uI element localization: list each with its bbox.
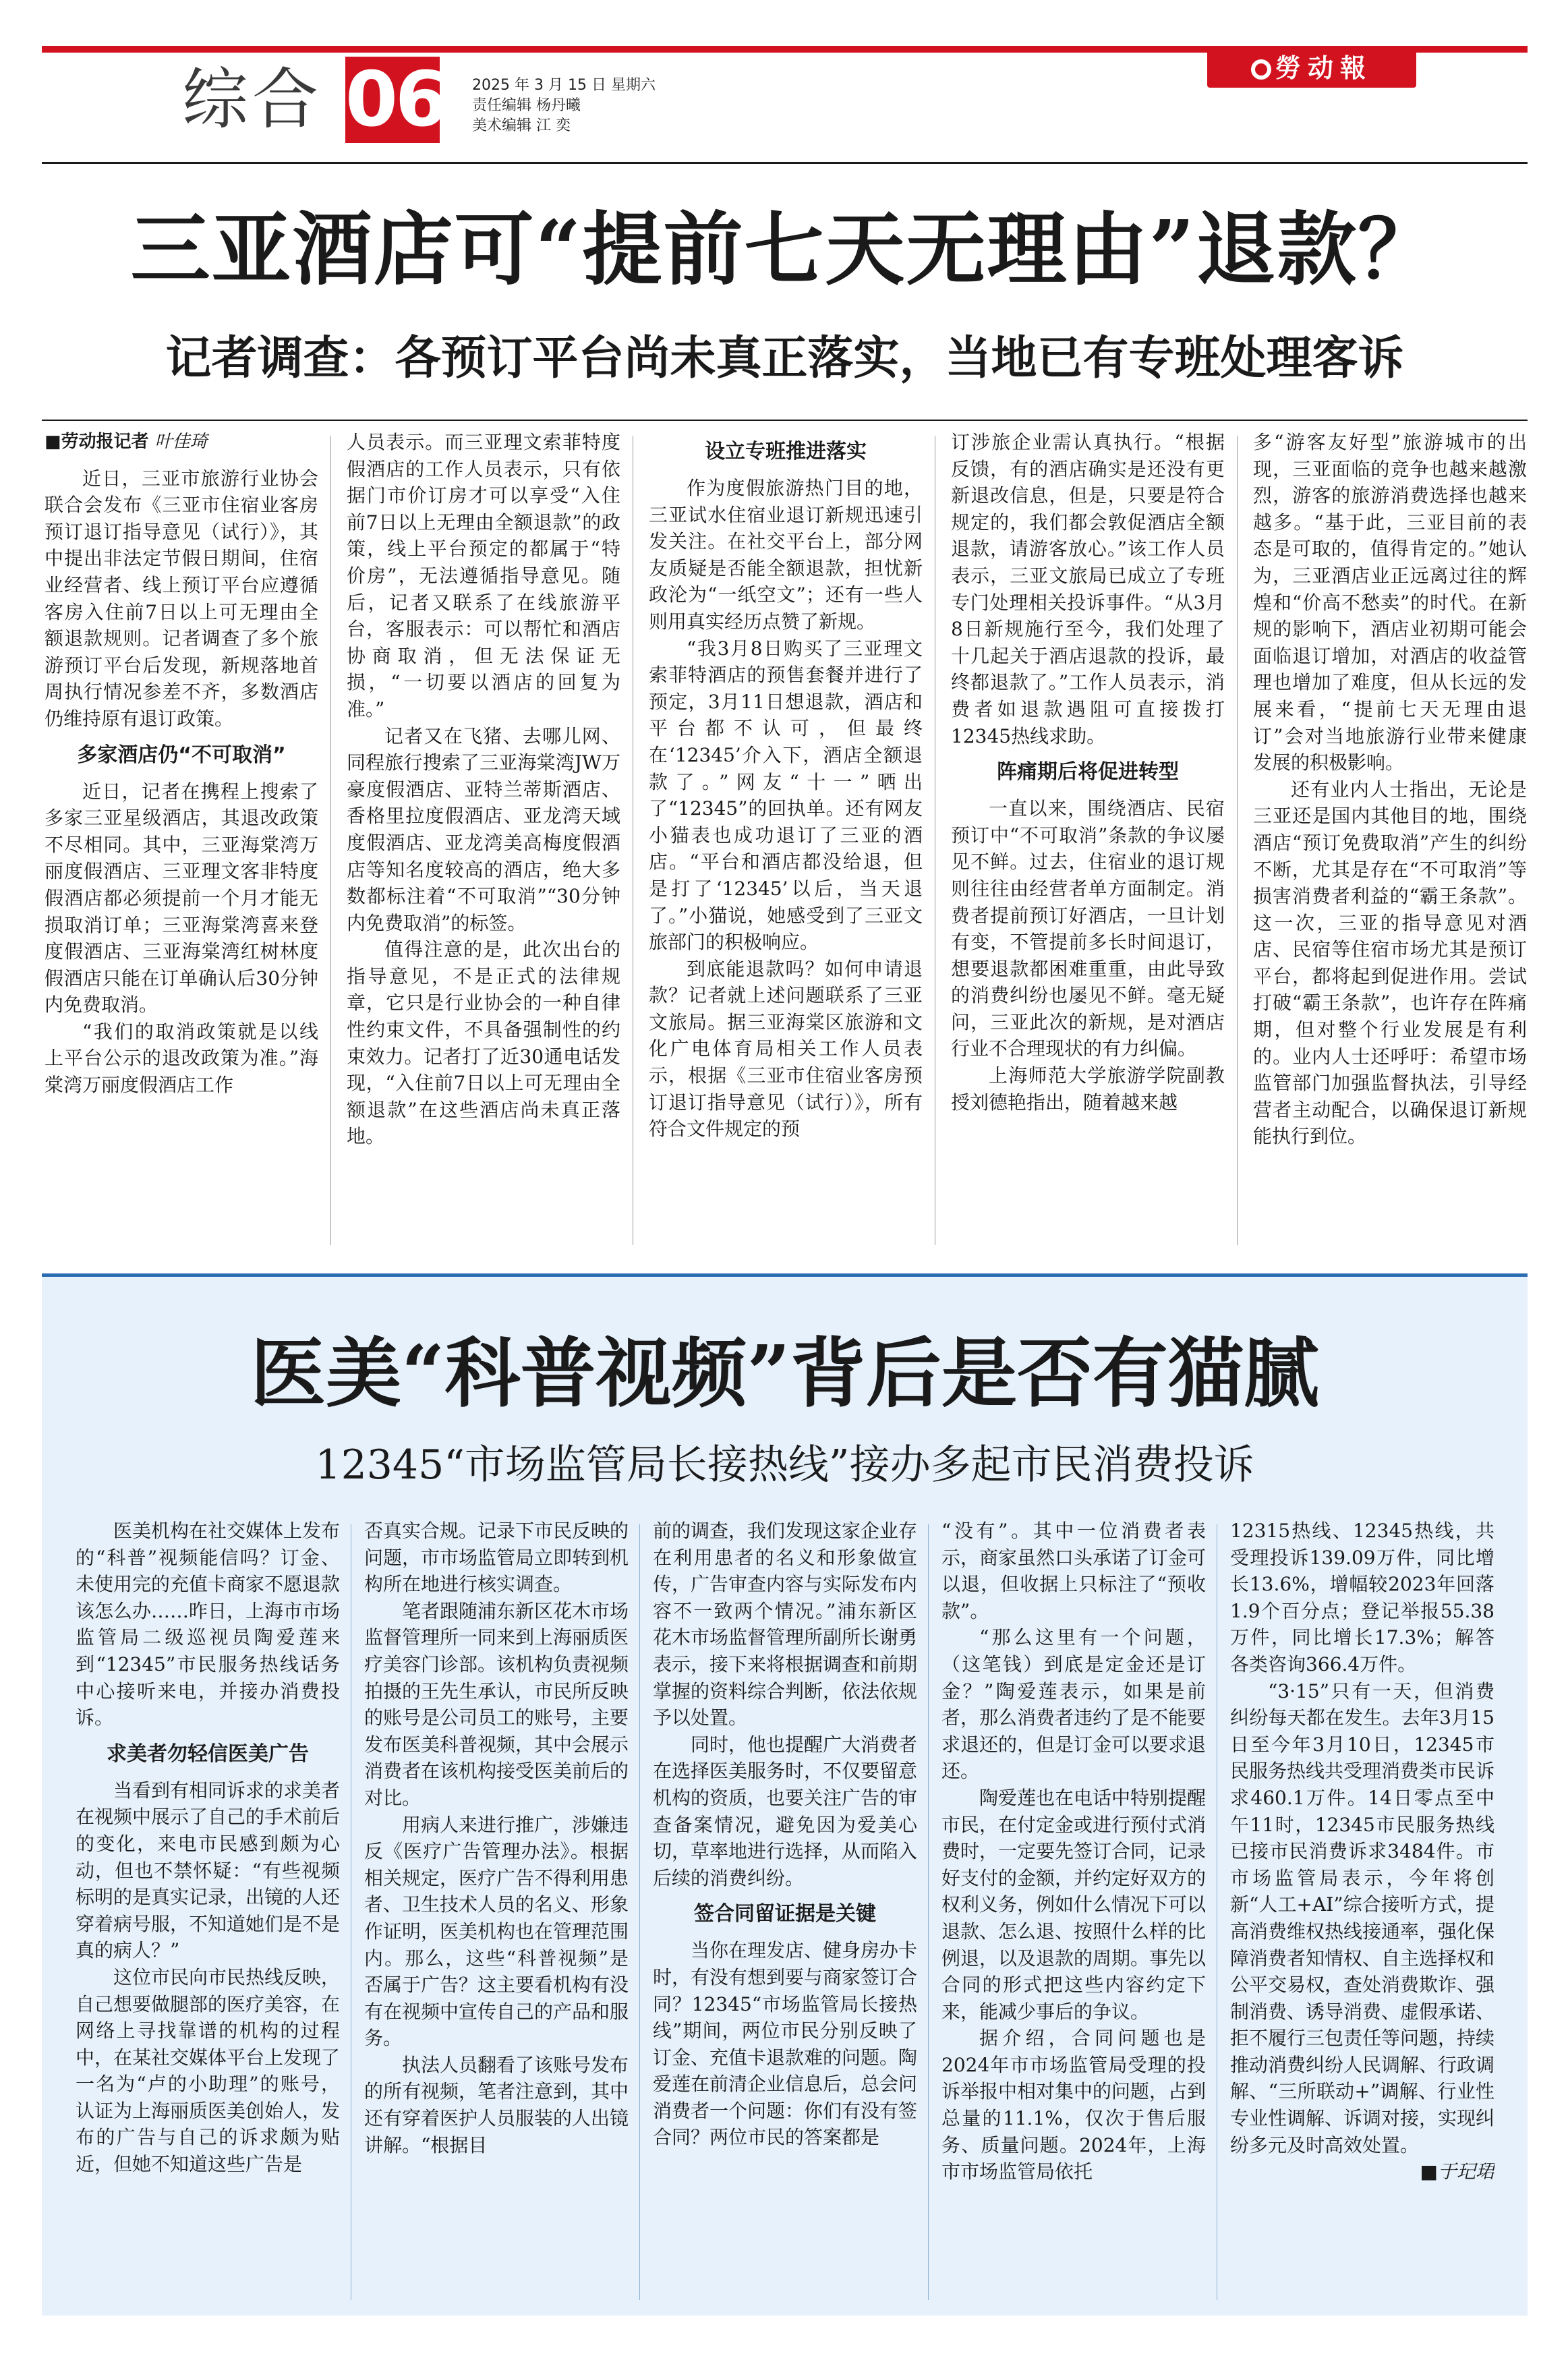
paragraph: 12315热线、12345热线，共受理投诉139.09万件，同比增长13.6%，增幅较2023年回落1.9个百分点；登记举报55.38万件，同比增长17.3%；解答各类咨询366.4万件。 [1230,1520,1494,1675]
article2-box-top-rule [42,1273,1528,1277]
paragraph: 人员表示。而三亚理文索菲特度假酒店的工作人员表示，只有依据门市价订房才可以享受“入住前7日以上无理由全额退款”的政策，线上平台预定的都属于“特价房”，无法遵循指导意见。随后，记者又联系了在线旅游平台，客服表示：可以帮忙和酒店协商取消，但无法保证无损，“一切要以酒店的回复为准。” [347,431,620,720]
paragraph: 订涉旅企业需认真执行。“根据反馈，有的酒店确实是还没有更新退改信息，但是，只要是符合规定的，我们都会敦促酒店全额退款，请游客放心。”该工作人员表示，三亚文旅局已成立了专班专门处理相关投诉事件。“从3月8日新规施行至今，我们处理了十几起关于酒店退款的投诉，最终都退款了。”工作人员表示，消费者如退款遇阻可直接拨打12345热线求助。 [951,431,1225,747]
column-divider [928,1524,929,2300]
paragraph: “没有”。其中一位消费者表示，商家虽然口头承诺了订金可以退，但收据上只标注了“预收款”。 [941,1520,1206,1622]
paragraph: 值得注意的是，此次出台的指导意见，不是正式的法律规章，它只是行业协会的一种自律性约束文件，不具备强制性的约束效力。记者打了近30通电话发现，“入住前7日以上可无理由全额退款”在这些酒店尚未真正落地。 [347,938,620,1148]
paragraph: 上海师范大学旅游学院副教授刘德艳指出，随着越来越 [951,1064,1225,1114]
byline-name: 叶佳琦 [154,432,208,452]
column-divider [1237,436,1238,1245]
article1-column-1 [45,429,318,1255]
subhead: 设立专班推进落实 [705,440,867,463]
article1-headline: 三亚酒店可“提前七天无理由”退款？ [130,202,1439,296]
article1-column-2 [347,429,620,1255]
paragraph: 执法人员翻看了该账号发布的所有视频，笔者注意到，其中还有穿着医护人员服装的人出镜讲解。“根据目 [364,2053,629,2156]
article2-headline: 医美“科普视频”背后是否有猫腻 [250,1329,1319,1418]
subhead: 阵痛期后将促进转型 [997,760,1179,784]
paper-name: 勞动報 [1275,53,1372,83]
paragraph: 据介绍，合同问题也是2024年市市场监管局受理的投诉举报中相对集中的问题，占到总量的11.1%，仅次于售后服务、质量问题。2024年，上海市市场监管局依托 [941,2027,1206,2183]
paragraph: 陶爱莲也在电话中特别提醒市民，在付定金或进行预付式消费时，一定要先签订合同，记录好支付的金额，并约定好双方的权利义务，例如什么情况下可以退款、怎么退、按照什么样的比例退，以及退款的周期。事先以合同的形式把这些内容约定下来，能减少事后的争议。 [941,1786,1206,2023]
article2-column-5 [1230,1518,1494,2311]
article1-subheadline: 记者调查：各预订平台尚未真正落实，当地已有专班处理客诉 [165,331,1404,385]
article2-column-2 [364,1518,629,2311]
paragraph: 近日，记者在携程上搜索了多家三亚星级酒店，其退改政策不尽相同。其中，三亚海棠湾万丽度假酒店、三亚理文客非特度假酒店都必须提前一个月才能无损取消订单；三亚海棠湾喜来登度假酒店、三亚海棠湾红树林度假酒店只能在订单确认后30分钟内免费取消。 [45,780,318,1016]
paragraph: 这位市民向市民热线反映，自己想要做腿部的医疗美容，在网络上寻找靠谱的机构的过程中，在某社交媒体平台上发现了一名为“卢的小助理”的账号，认证为上海丽质医美创始人，发布的广告与自己的诉求颇为贴近，但她不知道这些广告是 [76,1965,340,2176]
logo-icon [1251,59,1271,80]
article1-rule [42,420,1528,421]
paragraph: 否真实合规。记录下市民反映的问题，市市场监管局立即转到机构所在地进行核实调查。 [364,1520,629,1596]
paragraph: 记者又在飞猪、去哪儿网、同程旅行搜索了三亚海棠湾JW万豪度假酒店、亚特兰蒂斯酒店、香格里拉度假酒店、亚龙湾天域度假酒店、亚龙湾美高梅度假酒店等知名度较高的酒店，绝大多数都标注着“不可取消”“30分钟内免费取消”的标签。 [347,724,620,934]
paper-logo [1207,49,1416,88]
issue-date: 2025 年 3 月 15 日 星期六 [472,77,656,94]
subhead: 多家酒店仍“不可取消” [77,743,286,767]
paragraph: 用病人来进行推广，涉嫌违反《医疗广告管理办法》。根据相关规定，医疗广告不得利用患者、卫生技术人员的名义、形象作证明，医美机构也在管理范围内。那么，这些“科普视频”是否属于广告？这主要看机构有没有在视频中宣传自己的产品和服务。 [364,1813,629,2050]
paragraph: 还有业内人士指出，无论是三亚还是国内其他目的地，围绕酒店“预订免费取消”产生的纠纷不断，尤其是存在“不可取消”等损害消费者利益的“霸王条款”。这一次，三亚的指导意见对酒店、民宿等住宿市场尤其是预订平台，都将起到促进作用。尝试打破“霸王条款”，也许存在阵痛期，但对整个行业发展是有利的。业内人士还呼吁：希望市场监管部门加强监督执法，引导经营者主动配合，以确保退订新规能执行到位。 [1253,778,1527,1148]
paragraph: 当你在理发店、健身房办卡时，有没有想到要与商家签订合同？12345“市场监管局长接热线”期间，两位市民分别反映了订金、充值卡退款难的问题。陶爱莲在前清企业信息后，总会问消费者一个问题：你们有没有签合同？两位市民的答案都是 [653,1939,917,2149]
paragraph: 近日，三亚市旅游行业协会联合会发布《三亚市住宿业客房预订退订指导意见（试行）》，其中提出非法定节假日期间，住宿业经营者、线上预订平台应遵循客房入住前7日以上可无理由全额退款规则。记者调查了多个旅游预订平台后发现，新规落地首周执行情况参差不齐，多数酒店仍维持原有退订政策。 [45,467,318,730]
column-divider [639,1524,640,2300]
article2-column-4 [941,1518,1206,2311]
paragraph: 同时，他也提醒广大消费者在选择医美服务时，不仅要留意机构的资质，也要关注广告的审查备案情况，避免因为爱美心切，草率地进行选择，从而陷入后续的消费纠纷。 [653,1733,917,1889]
article1-column-3 [649,429,923,1255]
paragraph: 前的调查，我们发现这家企业存在利用患者的名义和形象做宣传，广告审查内容与实际发布内容不一致两个情况。”浦东新区花木市场监督管理所副所长谢勇表示，接下来将根据调查和前期掌握的资料综合判断，依法依规予以处置。 [653,1520,917,1729]
paragraph: 笔者跟随浦东新区花木市场监督管理所一同来到上海丽质医疗美容门诊部。该机构负责视频拍摄的王先生承认，市民所反映的账号是公司员工的账号，主要发布医美科普视频，其中会展示消费者在该机构接受医美前后的对比。 [364,1599,629,1809]
article2-column-1 [76,1518,340,2311]
signature: ■于玘珺 [1420,2160,1494,2183]
page-number: 06 [345,56,445,144]
editor-line: 责任编辑 杨丹曦 [472,97,581,114]
article1-column-4 [951,429,1225,1255]
paragraph: 作为度假旅游热门目的地，三亚试水住宿业退订新规迅速引发关注。在社交平台上，部分网友质疑是否能全额退款，担忧新政沦为“一纸空文”；还有一些人则用真实经历点赞了新规。 [649,477,923,633]
paragraph: “我们的取消政策就是以线上平台公示的退改政策为准。”海棠湾万丽度假酒店工作 [45,1020,318,1097]
article2-column-3 [653,1518,917,2311]
subhead: 签合同留证据是关键 [694,1902,876,1926]
paragraph: “3·15”只有一天，但消费纠纷每天都在发生。去年3月15日至今年3月10日，12345市民服务热线共受理消费类市民诉求460.1万件。14日零点至中午11时，12345市民服务热线已接市民消费诉求3484件。市市场监管局表示，今年将创新“人工+AI”综合接听方式，提高消费维权热线接通率，强化保障消费者知情权、自主选择权和公平交易权，查处消费欺诈、强制消费、诱导消费、虚假承诺、拒不履行三包责任等问题，持续推动消费纠纷人民调解、行政调解、“三所联动+”调解、行业性专业性调解、诉调对接，实现纠纷多元及时高效处置。 [1230,1679,1494,2156]
section-name: 综合 [182,61,323,138]
byline-label: ■劳动报记者 [45,432,149,452]
issue-meta [472,76,656,136]
paragraph: 到底能退款吗？如何申请退款？记者就上述问题联系了三亚文旅局。据三亚海棠区旅游和文化广电体育局相关工作人员表示，根据《三亚市住宿业客房预订退订指导意见（试行）》，所有符合文件规定的预 [649,957,923,1141]
paragraph: 多“游客友好型”旅游城市的出现，三亚面临的竞争也越来越激烈，游客的旅游消费选择也越来越多。“基于此，三亚目前的表态是可取的，值得肯定的。”她认为，三亚酒店业正远离过往的辉煌和“价高不愁卖”的时代。在新规的影响下，酒店业初期可能会面临退订增加，对酒店的收益管理也增加了难度，但从长远的发展来看，“提前七天无理由退订”会对当地旅游行业带来健康发展的积极影响。 [1253,431,1527,774]
paragraph: “我3月8日购买了三亚理文索菲特酒店的预售套餐并进行了预定，3月11日想退款，酒店和平台都不认可，但最终在‘12345’介入下，酒店全额退款了。”网友“十一”晒出了“12345”的回执单。还有网友小猫表也成功退订了三亚的酒店。“平台和酒店都没给退，但是打了‘12345’以后，当天退了。”小猫说，她感受到了三亚文旅部门的积极响应。 [649,637,923,954]
paragraph: 一直以来，围绕酒店、民宿预订中“不可取消”条款的争议屡见不鲜。过去，住宿业的退订规则往往由经营者单方面制定。消费者提前预订好酒店，一旦计划有变，不管提前多长时间退订，想要退款都困难重重，由此导致的消费纠纷也屡见不鲜。毫无疑问，三亚此次的新规，是对酒店行业不合理现状的有力纠偏。 [951,797,1225,1060]
paragraph: 医美机构在社交媒体上发布的“科普”视频能信吗？订金、未使用完的充值卡商家不愿退款该怎么办……昨日，上海市市场监管局二级巡视员陶爱莲来到“12345”市民服务热线话务中心接听来电，并接办消费投诉。 [76,1520,340,1729]
article1-column-5 [1253,429,1527,1255]
byline [45,429,318,456]
header-rule [42,162,1528,164]
art-editor-line: 美术编辑 江 奕 [472,117,571,134]
paragraph: “那么这里有一个问题，（这笔钱）到底是定金还是订金？”陶爱莲表示，如果是前者，那么消费者违约了是不能要求退还的，但是订金可以要求退还。 [941,1626,1206,1783]
subhead: 求美者勿轻信医美广告 [107,1742,309,1766]
column-divider [330,436,331,1245]
article2-subheadline: 12345“市场监管局长接热线”接办多起市民消费投诉 [315,1441,1254,1489]
paragraph: 当看到有相同诉求的求美者在视频中展示了自己的手术前后的变化，来电市民感到颇为心动，但也不禁怀疑：“有些视频标明的是真实记录，出镜的人还穿着病号服，不知道她们是不是真的病人？” [76,1779,340,1962]
